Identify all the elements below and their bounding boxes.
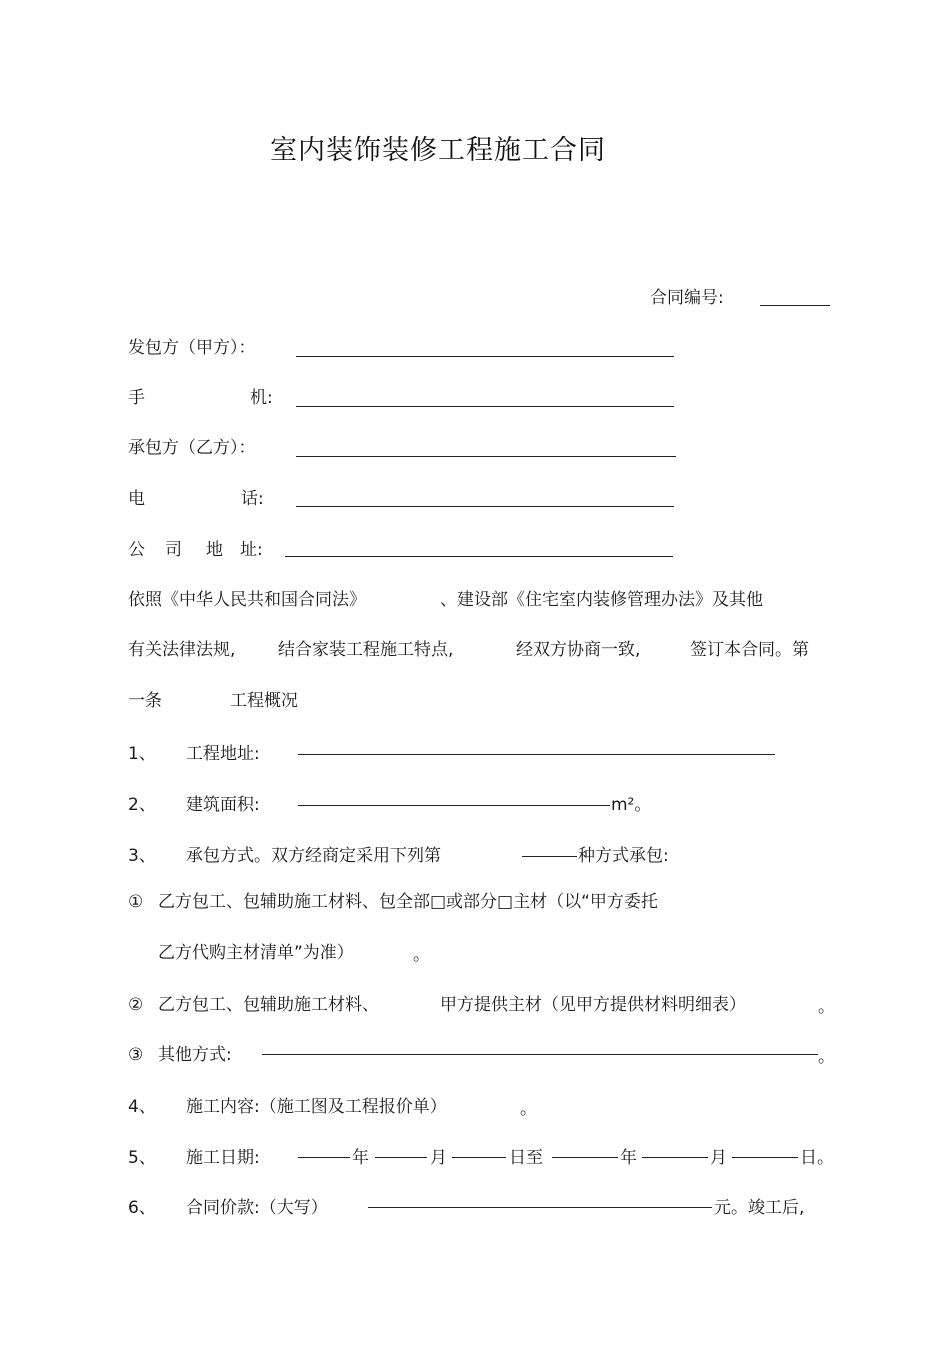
- mobile-field[interactable]: [296, 406, 674, 407]
- start-year-field[interactable]: [298, 1157, 350, 1158]
- option-marker: ③: [128, 1045, 144, 1065]
- month-label: 月: [430, 1148, 447, 1168]
- year-label: 年: [620, 1148, 637, 1168]
- phone-label-part2: 话:: [241, 489, 264, 509]
- page-title: 室内装饰装修工程施工合同: [270, 135, 606, 166]
- contract-mode-label: 承包方式。双方经商定采用下列第: [186, 846, 441, 866]
- article-heading: 工程概况: [230, 691, 298, 711]
- end-day-field[interactable]: [732, 1157, 798, 1158]
- address-label-part1: 公: [128, 540, 145, 560]
- item-number: 6、: [128, 1198, 156, 1218]
- item-number: 4、: [128, 1097, 156, 1117]
- item-number: 5、: [128, 1148, 156, 1168]
- address-field[interactable]: [285, 556, 673, 557]
- end-month-field[interactable]: [642, 1157, 708, 1158]
- item-number: 3、: [128, 846, 156, 866]
- intro-text: 结合家装工程施工特点,: [278, 640, 454, 660]
- item-number: 2、: [128, 795, 156, 815]
- mobile-label-part2: 机:: [250, 388, 273, 408]
- option-1-text-cont: 乙方代购主材清单”为准）: [158, 943, 354, 963]
- punctuation: 。: [520, 1099, 537, 1119]
- contract-mode-suffix: 种方式承包:: [578, 846, 669, 866]
- punctuation: 。: [818, 1047, 835, 1067]
- intro-text: 经双方协商一致,: [516, 640, 641, 660]
- contract-mode-field[interactable]: [522, 856, 577, 857]
- start-day-field[interactable]: [452, 1157, 506, 1158]
- option-marker: ②: [128, 995, 144, 1015]
- party-a-field[interactable]: [296, 356, 674, 357]
- phone-field[interactable]: [296, 506, 674, 507]
- party-b-field[interactable]: [296, 456, 676, 457]
- option-2-text: 甲方提供主材（见甲方提供材料明细表）: [440, 995, 746, 1015]
- item-number: 1、: [128, 744, 156, 764]
- address-label-part3: 地: [206, 540, 223, 560]
- area-unit: m²。: [611, 795, 652, 815]
- intro-text: 有关法律法规,: [128, 640, 236, 660]
- option-2-text: 乙方包工、包辅助施工材料、: [158, 995, 379, 1015]
- day-to-label: 日至: [509, 1148, 543, 1168]
- address-label-part4: 址:: [240, 540, 263, 560]
- punctuation: 。: [413, 945, 430, 965]
- year-label: 年: [352, 1148, 369, 1168]
- project-address-field[interactable]: [298, 754, 775, 755]
- month-label: 月: [710, 1148, 727, 1168]
- phone-label-part1: 电: [128, 489, 145, 509]
- contract-price-field[interactable]: [368, 1207, 712, 1208]
- party-b-label: 承包方（乙方）：: [128, 438, 256, 458]
- option-marker: ①: [128, 892, 144, 912]
- option-1-text: 乙方包工、包辅助施工材料、包全部□或部分□主材（以“甲方委托: [158, 892, 658, 912]
- intro-text: 依照《中华人民共和国合同法》: [128, 590, 366, 610]
- end-year-field[interactable]: [552, 1157, 618, 1158]
- other-mode-field[interactable]: [262, 1054, 818, 1055]
- start-month-field[interactable]: [375, 1157, 427, 1158]
- construction-date-label: 施工日期:: [186, 1148, 260, 1168]
- article-number: 一条: [128, 691, 162, 711]
- option-3-label: 其他方式:: [158, 1045, 232, 1065]
- building-area-label: 建筑面积:: [186, 795, 260, 815]
- project-address-label: 工程地址:: [186, 744, 260, 764]
- contract-no-label: 合同编号:: [650, 288, 724, 308]
- mobile-label-part1: 手: [128, 388, 145, 408]
- intro-text: 、建设部《住宅室内装修管理办法》及其他: [440, 590, 763, 610]
- contract-no-field[interactable]: [760, 305, 830, 306]
- party-a-label: 发包方（甲方）：: [128, 338, 256, 358]
- contract-price-label: 合同价款:（大写）: [186, 1198, 328, 1218]
- address-label-part2: 司: [165, 540, 182, 560]
- construction-content-text: 施工内容:（施工图及工程报价单）: [186, 1097, 447, 1117]
- punctuation: 。: [818, 997, 835, 1017]
- day-label: 日。: [800, 1148, 834, 1168]
- intro-text: 签订本合同。第: [690, 640, 809, 660]
- building-area-field[interactable]: [298, 805, 610, 806]
- contract-price-suffix: 元。竣工后,: [714, 1198, 805, 1218]
